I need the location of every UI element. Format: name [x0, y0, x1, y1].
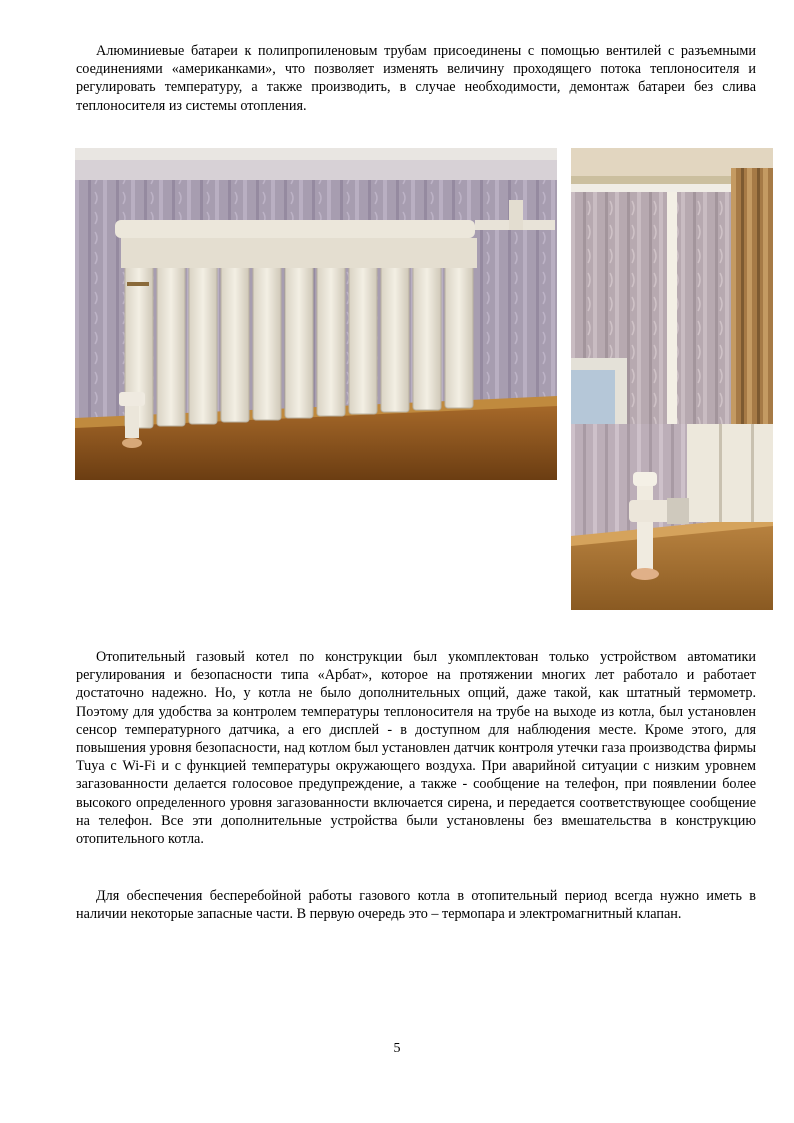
- page-number: 5: [393, 1041, 401, 1056]
- valve-photo: [571, 424, 773, 610]
- paragraph-radiators: Алюминиевые батареи к полипропиленовым трубам присоединены с помощью вентилей с разъемными соединениями «американками», что позволяет изменять величину проходящего потока теплоносителя и регулировать температуру, а также производить, в случае необходимости, демонтаж батареи без слива теплоносителя из системы отопления.: [76, 43, 756, 114]
- pipe-photo: [571, 148, 773, 424]
- radiator-photo: [75, 148, 557, 480]
- paragraph-spare-parts: Для обеспечения бесперебойной работы газового котла в отопительный период всегда нужно иметь в наличии некоторые запасные части. В первую очередь это – термопара и электромагнитный клапан.: [76, 888, 756, 923]
- paragraph-boiler: Отопительный газовый котел по конструкции был укомплектован только устройством автоматики регулирования и безопасности типа «Арбат», которое на протяжении многих лет работало и работает достаточно надежно. Но, у котла не было дополнительных опций, даже такой, как штатный термометр. Поэтому для удобства за контролем температуры теплоносителя на трубе на выходе из котла, был установлен сенсор температурного датчика, а его дисплей - в доступном для наблюдения месте. Кроме этого, для повышения уровня безопасности, над котлом был установлен датчик контроля утечки газа производства фирмы Tuya с Wi-Fi и с функцией температуры окружающего воздуха. При аварийной ситуации с низким уровнем загазованности делается голосовое предупреждение, а также - сообщение на телефон, при появлении более высокого определенного уровня загазованности включается сирена, и передается соответствующее сообщение на телефон. Все эти дополнительные устройства были установлены без вмешательства в конструкцию отопительного котла.: [76, 649, 756, 848]
